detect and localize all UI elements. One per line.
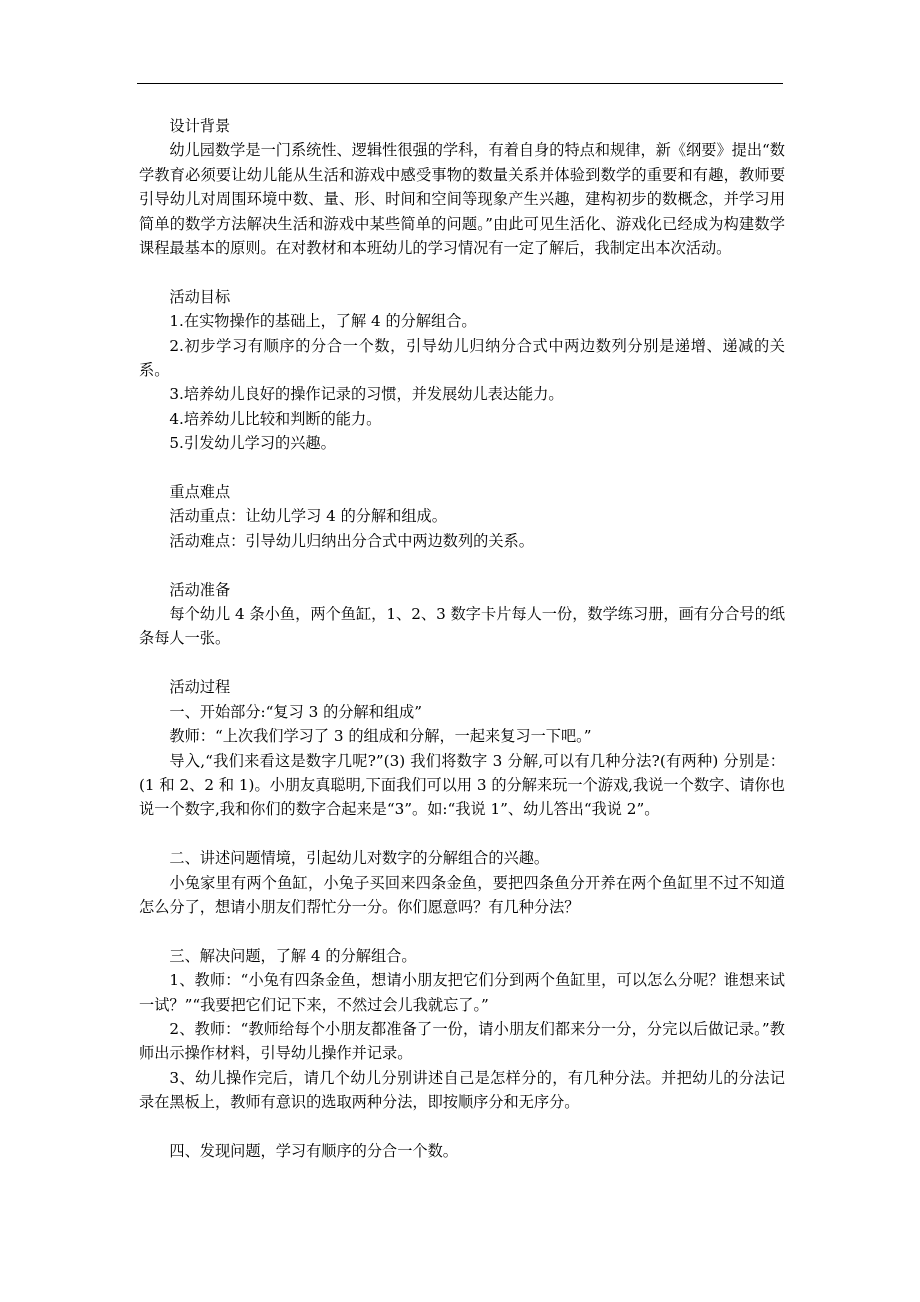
goal-item: 5.引发幼儿学习的兴趣。 <box>169 434 336 453</box>
goal-item: 1.在实物操作的基础上，了解 4 的分解组合。 <box>169 312 477 331</box>
goal-item: 3.培养幼儿良好的操作记录的习惯，并发展幼儿表达能力。 <box>169 385 564 404</box>
document-body <box>139 114 785 1163</box>
section-heading-preparation: 活动准备 <box>169 580 231 599</box>
section-heading-process: 活动过程 <box>169 678 231 697</box>
process-part1-teacher: 教师：“上次我们学习了 3 的组成和分解，一起来复习一下吧。” <box>169 727 592 746</box>
process-part2-title: 二、讲述问题情境，引起幼儿对数字的分解组合的兴趣。 <box>169 849 550 868</box>
process-part3-step: 1、教师：“小兔有四条金鱼，想请小朋友把它们分到两个鱼缸里，可以怎么分呢？谁想来试一试？”“我要把它们记下来，不然过会儿我就忘了。” <box>139 971 785 1014</box>
process-part1-intro: 导入,“我们来看这是数字几呢?”(3) 我们将数字 3 分解,可以有几种分法?(有两种) 分别是：(1 和 2、2 和 1)。小朋友真聪明,下面我们可以用 3 的分解来玩一个游戏,我说一个数字、请你也说一个数字,我和你们的数字合起来是“3”。如:“我说 1”、幼儿答出“我说 2”。 <box>139 751 785 819</box>
background-paragraph: 幼儿园数学是一门系统性、逻辑性很强的学科，有着自身的特点和规律，新《纲要》提出“数学教育必须要让幼儿能从生活和游戏中感受事物的数量关系并体验到数学的重要和有趣，教师要引导幼儿对周围环境中数、量、形、时间和空间等现象产生兴趣，建构初步的数概念，并学习用简单的数学方法解决生活和游戏中某些简单的问题。”由此可见生活化、游戏化已经成为构建数学课程最基本的原则。在对教材和本班幼儿的学习情况有一定了解后，我制定出本次活动。 <box>139 141 785 258</box>
key-point-focus: 活动重点：让幼儿学习 4 的分解和组成。 <box>169 507 447 526</box>
section-heading-background: 设计背景 <box>169 117 231 135</box>
goal-item: 2.初步学习有顺序的分合一个数，引导幼儿归纳分合式中两边数列分别是递增、递减的关系。 <box>139 336 785 380</box>
goal-item: 4.培养幼儿比较和判断的能力。 <box>169 409 382 428</box>
process-part3-title: 三、解决问题，了解 4 的分解组合。 <box>169 946 417 965</box>
process-part4-title: 四、发现问题，学习有顺序的分合一个数。 <box>169 1141 458 1160</box>
section-heading-key-points: 重点难点 <box>169 483 231 502</box>
section-heading-goals: 活动目标 <box>169 287 231 306</box>
key-point-difficulty: 活动难点：引导幼儿归纳出分合式中两边数列的关系。 <box>169 531 534 550</box>
process-part3-step: 3、幼儿操作完后，请几个幼儿分别讲述自己是怎样分的，有几种分法。并把幼儿的分法记录在黑板上，教师有意识的选取两种分法，即按顺序分和无序分。 <box>139 1068 785 1112</box>
header-rule <box>137 83 783 84</box>
process-part3-step: 2、教师：“教师给每个小朋友都准备了一份，请小朋友们都来分一分，分完以后做记录。”教师出示操作材料，引导幼儿操作并记录。 <box>139 1019 785 1063</box>
process-part2-text: 小兔家里有两个鱼缸，小兔子买回来四条金鱼，要把四条鱼分开养在两个鱼缸里不过不知道怎么分了，想请小朋友们帮忙分一分。你们愿意吗？有几种分法？ <box>139 873 785 916</box>
process-part1-title: 一、开始部分:“复习 3 的分解和组成” <box>169 702 422 721</box>
preparation-paragraph: 每个幼儿 4 条小鱼，两个鱼缸，1、2、3 数字卡片每人一份，数学练习册，画有分合号的纸条每人一张。 <box>139 605 785 648</box>
